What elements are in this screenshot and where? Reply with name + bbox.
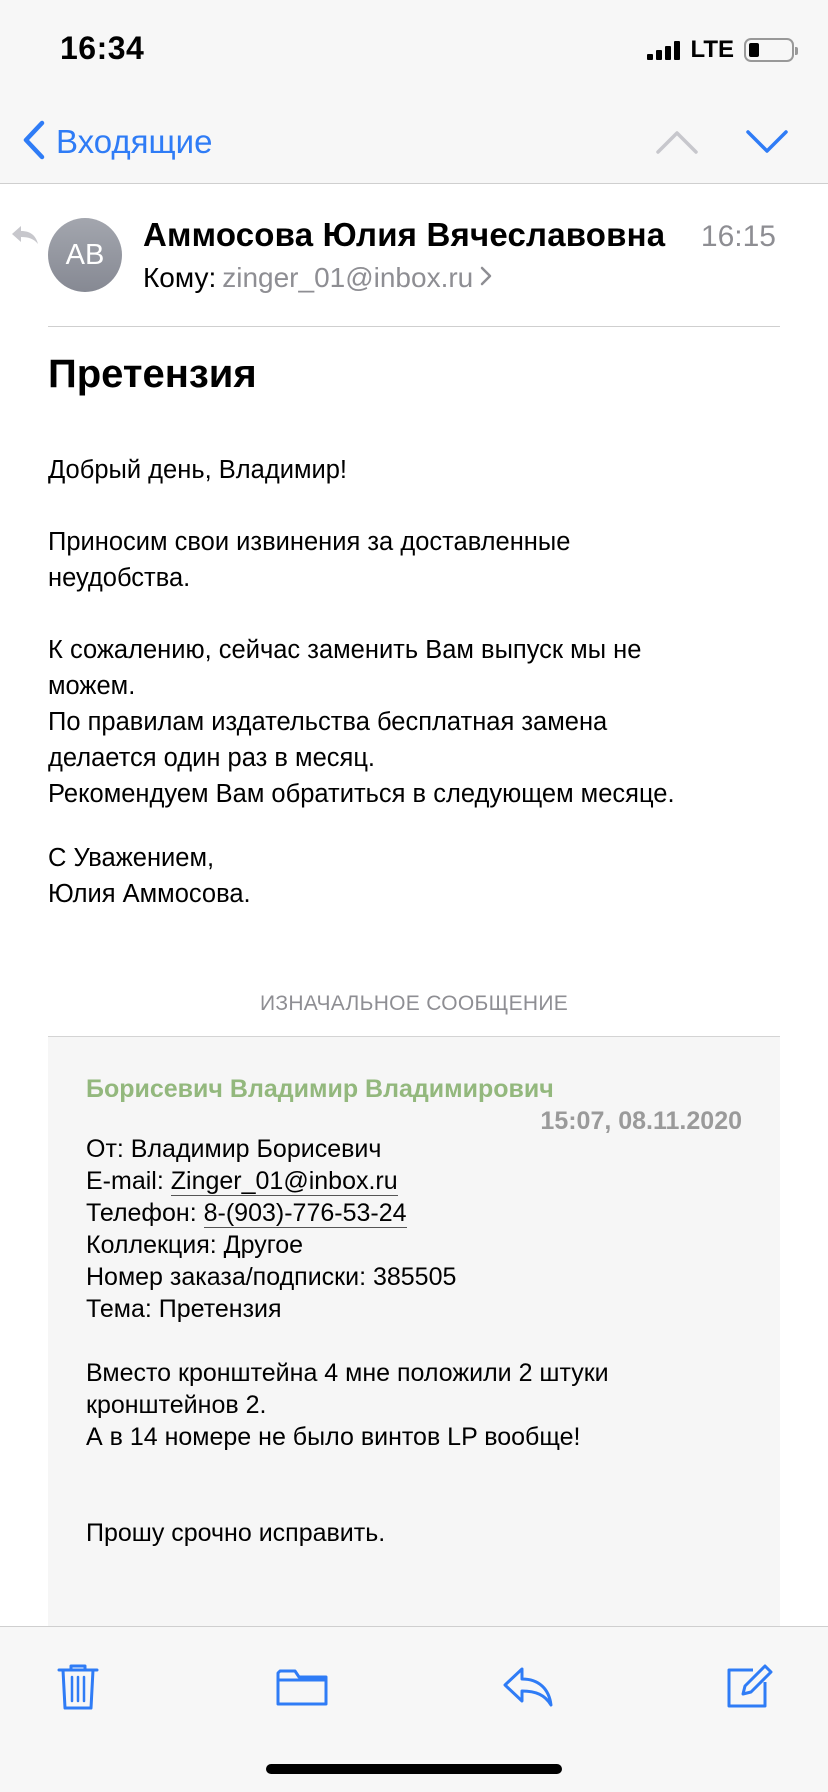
original-text-line: А в 14 номере не было винтов LP вообще! — [86, 1423, 581, 1451]
compose-icon — [723, 1662, 773, 1712]
avatar: AB — [48, 218, 122, 292]
back-label: Входящие — [56, 123, 213, 160]
original-date: 15:07, 08.11.2020 — [540, 1107, 742, 1135]
sender-name[interactable]: Аммосова Юлия Вячеславовна — [143, 216, 666, 253]
original-message — [48, 1036, 780, 1626]
email-label: E-mail: — [86, 1167, 164, 1195]
body-line: По правилам издательства бесплатная замена — [48, 708, 608, 736]
move-to-folder-button[interactable] — [270, 1657, 334, 1717]
topic-row: Тема: Претензия — [86, 1295, 282, 1323]
replied-icon — [10, 224, 40, 251]
phone-link[interactable]: 8-(903)-776-53-24 — [203, 1199, 407, 1227]
body-line: делается один раз в месяц. — [48, 744, 376, 772]
recipients-row[interactable] — [143, 262, 493, 294]
original-message-label: ИЗНАЧАЛЬНОЕ СООБЩЕНИЕ — [259, 992, 569, 1015]
signature-line: Юлия Аммосова. — [48, 880, 251, 908]
email-link[interactable]: Zinger_01@inbox.ru — [170, 1167, 398, 1195]
next-message-button[interactable] — [742, 120, 792, 164]
body-greeting: Добрый день, Владимир! — [48, 456, 348, 484]
trash-icon — [55, 1662, 101, 1712]
order-row: Номер заказа/подписки: 385505 — [86, 1263, 457, 1291]
message-subject: Претензия — [48, 352, 257, 396]
home-indicator[interactable] — [266, 1764, 562, 1774]
battery-icon — [744, 38, 794, 62]
reply-icon — [502, 1665, 554, 1709]
status-time: 16:34 — [60, 30, 145, 66]
reply-button[interactable] — [496, 1657, 560, 1717]
body-line: можем. — [48, 672, 136, 700]
email-row — [86, 1165, 398, 1197]
phone-row — [86, 1197, 407, 1229]
original-text-line: Вместо кронштейна 4 мне положили 2 штуки — [86, 1359, 609, 1387]
message-time: 16:15 — [700, 220, 776, 253]
chevron-right-icon — [479, 262, 493, 294]
navigation-bar — [0, 100, 828, 184]
body-line: К сожалению, сейчас заменить Вам выпуск мы не — [48, 636, 642, 664]
header-divider — [48, 326, 780, 327]
previous-message-button[interactable] — [652, 120, 702, 164]
network-type: LTE — [690, 36, 734, 63]
body-line: неудобства. — [48, 564, 191, 592]
signal-icon — [647, 40, 680, 60]
to-label: Кому: — [143, 262, 217, 293]
original-text-line: Прошу срочно исправить. — [86, 1519, 386, 1547]
compose-button[interactable] — [718, 1657, 778, 1717]
message-header — [0, 184, 828, 328]
status-bar — [0, 0, 828, 100]
phone-label: Телефон: — [86, 1199, 197, 1227]
to-address: zinger_01@inbox.ru — [222, 262, 474, 293]
chevron-left-icon — [22, 120, 46, 165]
back-button[interactable] — [22, 118, 212, 166]
body-line: Приносим свои извинения за доставленные — [48, 528, 571, 556]
from-row — [86, 1133, 381, 1165]
body-line: Рекомендуем Вам обратиться в следующем месяце. — [48, 780, 675, 808]
original-text-line: кронштейнов 2. — [86, 1391, 267, 1419]
from-value: Владимир Борисевич — [130, 1135, 382, 1163]
collection-row: Коллекция: Другое — [86, 1231, 304, 1259]
trash-button[interactable] — [48, 1657, 108, 1717]
original-sender: Борисевич Владимир Владимирович — [86, 1075, 554, 1103]
folder-icon — [275, 1665, 329, 1709]
signature-line: С Уважением, — [48, 844, 215, 872]
message-navigation — [652, 120, 792, 164]
status-indicators — [647, 36, 794, 64]
from-label: От: — [86, 1135, 124, 1163]
